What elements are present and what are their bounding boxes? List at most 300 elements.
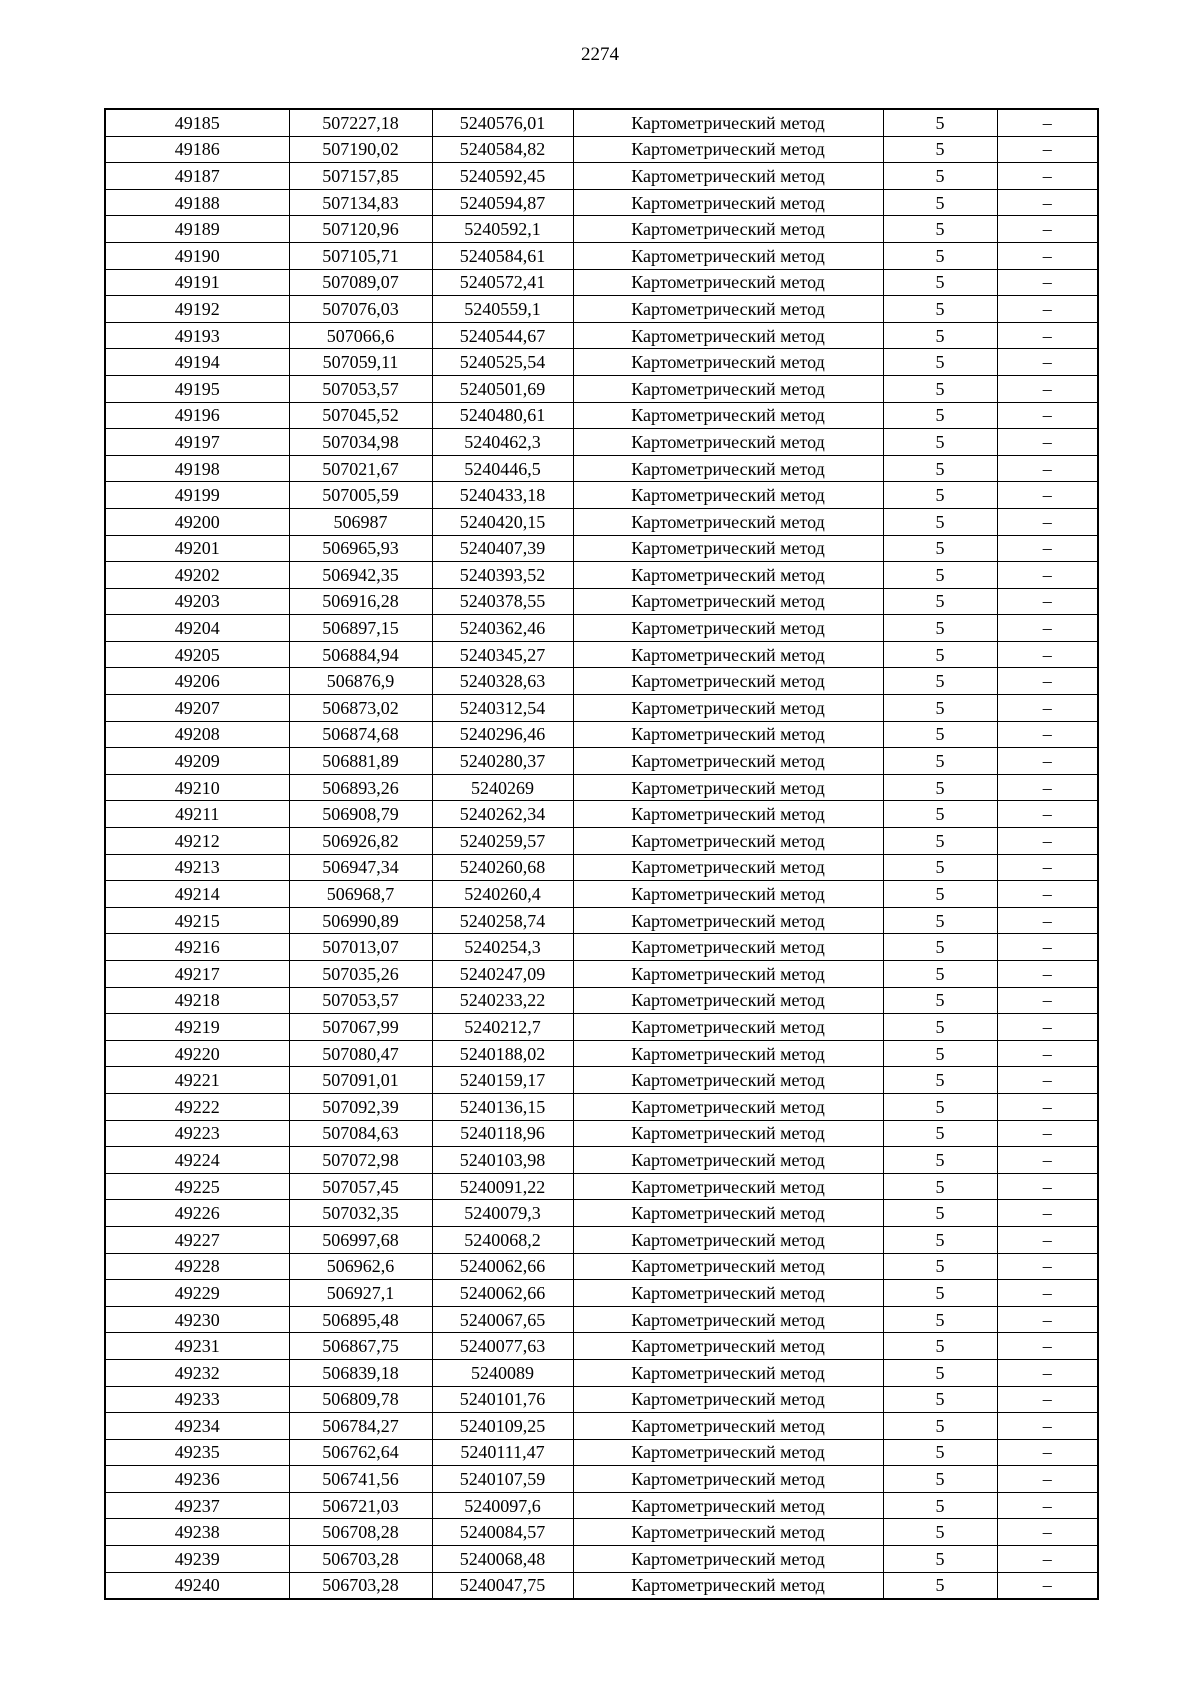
note-cell: – (997, 429, 1098, 456)
note-cell: – (997, 242, 1098, 269)
x-coordinate-cell: 506962,6 (289, 1253, 432, 1280)
method-cell: Картометрический метод (573, 801, 883, 828)
method-cell: Картометрический метод (573, 455, 883, 482)
point-number-cell: 49229 (105, 1280, 289, 1307)
x-coordinate-cell: 506876,9 (289, 668, 432, 695)
method-cell: Картометрический метод (573, 1306, 883, 1333)
table-row (105, 748, 1098, 775)
point-number-cell: 49198 (105, 455, 289, 482)
x-coordinate-cell: 506990,89 (289, 907, 432, 934)
note-cell: – (997, 1519, 1098, 1546)
note-cell: – (997, 1067, 1098, 1094)
table-row (105, 429, 1098, 456)
point-number-cell: 49236 (105, 1466, 289, 1493)
accuracy-cell: 5 (883, 429, 997, 456)
point-number-cell: 49210 (105, 774, 289, 801)
y-coordinate-cell: 5240446,5 (432, 455, 573, 482)
y-coordinate-cell: 5240362,46 (432, 615, 573, 642)
x-coordinate-cell: 507067,99 (289, 1014, 432, 1041)
note-cell: – (997, 562, 1098, 589)
x-coordinate-cell: 507084,63 (289, 1120, 432, 1147)
point-number-cell: 49190 (105, 242, 289, 269)
point-number-cell: 49219 (105, 1014, 289, 1041)
x-coordinate-cell: 507066,6 (289, 322, 432, 349)
x-coordinate-cell: 507035,26 (289, 961, 432, 988)
note-cell: – (997, 136, 1098, 163)
point-number-cell: 49211 (105, 801, 289, 828)
note-cell: – (997, 455, 1098, 482)
x-coordinate-cell: 506968,7 (289, 881, 432, 908)
accuracy-cell: 5 (883, 1519, 997, 1546)
method-cell: Картометрический метод (573, 1226, 883, 1253)
x-coordinate-cell: 507021,67 (289, 455, 432, 482)
table-row (105, 1466, 1098, 1493)
x-coordinate-cell: 507080,47 (289, 1040, 432, 1067)
note-cell: – (997, 615, 1098, 642)
note-cell: – (997, 907, 1098, 934)
y-coordinate-cell: 5240312,54 (432, 695, 573, 722)
table-row (105, 934, 1098, 961)
point-number-cell: 49189 (105, 216, 289, 243)
accuracy-cell: 5 (883, 854, 997, 881)
y-coordinate-cell: 5240592,45 (432, 163, 573, 190)
point-number-cell: 49199 (105, 482, 289, 509)
accuracy-cell: 5 (883, 987, 997, 1014)
note-cell: – (997, 934, 1098, 961)
x-coordinate-cell: 507045,52 (289, 402, 432, 429)
x-coordinate-cell: 506965,93 (289, 535, 432, 562)
y-coordinate-cell: 5240111,47 (432, 1439, 573, 1466)
point-number-cell: 49201 (105, 535, 289, 562)
y-coordinate-cell: 5240109,25 (432, 1413, 573, 1440)
note-cell: – (997, 1147, 1098, 1174)
x-coordinate-cell: 506741,56 (289, 1466, 432, 1493)
x-coordinate-cell: 506942,35 (289, 562, 432, 589)
note-cell: – (997, 349, 1098, 376)
y-coordinate-cell: 5240103,98 (432, 1147, 573, 1174)
y-coordinate-cell: 5240584,61 (432, 242, 573, 269)
point-number-cell: 49196 (105, 402, 289, 429)
point-number-cell: 49237 (105, 1492, 289, 1519)
accuracy-cell: 5 (883, 641, 997, 668)
note-cell: – (997, 1040, 1098, 1067)
method-cell: Картометрический метод (573, 1492, 883, 1519)
method-cell: Картометрический метод (573, 109, 883, 136)
table-row (105, 296, 1098, 323)
accuracy-cell: 5 (883, 1120, 997, 1147)
table-row (105, 562, 1098, 589)
x-coordinate-cell: 507134,83 (289, 189, 432, 216)
accuracy-cell: 5 (883, 1572, 997, 1599)
table-row (105, 1093, 1098, 1120)
note-cell: – (997, 1572, 1098, 1599)
x-coordinate-cell: 507190,02 (289, 136, 432, 163)
note-cell: – (997, 163, 1098, 190)
y-coordinate-cell: 5240254,3 (432, 934, 573, 961)
y-coordinate-cell: 5240259,57 (432, 828, 573, 855)
table-row (105, 1359, 1098, 1386)
method-cell: Картометрический метод (573, 721, 883, 748)
note-cell: – (997, 216, 1098, 243)
y-coordinate-cell: 5240433,18 (432, 482, 573, 509)
accuracy-cell: 5 (883, 189, 997, 216)
table-row (105, 1040, 1098, 1067)
x-coordinate-cell: 507089,07 (289, 269, 432, 296)
note-cell: – (997, 1359, 1098, 1386)
accuracy-cell: 5 (883, 455, 997, 482)
accuracy-cell: 5 (883, 349, 997, 376)
accuracy-cell: 5 (883, 296, 997, 323)
method-cell: Картометрический метод (573, 934, 883, 961)
table-row (105, 828, 1098, 855)
point-number-cell: 49203 (105, 588, 289, 615)
table-row (105, 987, 1098, 1014)
point-number-cell: 49194 (105, 349, 289, 376)
x-coordinate-cell: 506916,28 (289, 588, 432, 615)
x-coordinate-cell: 507032,35 (289, 1200, 432, 1227)
point-number-cell: 49207 (105, 695, 289, 722)
table-row (105, 322, 1098, 349)
y-coordinate-cell: 5240260,4 (432, 881, 573, 908)
accuracy-cell: 5 (883, 1067, 997, 1094)
x-coordinate-cell: 507157,85 (289, 163, 432, 190)
accuracy-cell: 5 (883, 136, 997, 163)
y-coordinate-cell: 5240084,57 (432, 1519, 573, 1546)
note-cell: – (997, 668, 1098, 695)
accuracy-cell: 5 (883, 1226, 997, 1253)
accuracy-cell: 5 (883, 934, 997, 961)
accuracy-cell: 5 (883, 1200, 997, 1227)
method-cell: Картометрический метод (573, 349, 883, 376)
method-cell: Картометрический метод (573, 482, 883, 509)
accuracy-cell: 5 (883, 774, 997, 801)
point-number-cell: 49209 (105, 748, 289, 775)
table-row (105, 109, 1098, 136)
method-cell: Картометрический метод (573, 615, 883, 642)
accuracy-cell: 5 (883, 1439, 997, 1466)
point-number-cell: 49233 (105, 1386, 289, 1413)
method-cell: Картометрический метод (573, 668, 883, 695)
point-number-cell: 49235 (105, 1439, 289, 1466)
y-coordinate-cell: 5240101,76 (432, 1386, 573, 1413)
method-cell: Картометрический метод (573, 429, 883, 456)
y-coordinate-cell: 5240107,59 (432, 1466, 573, 1493)
method-cell: Картометрический метод (573, 961, 883, 988)
table-row (105, 774, 1098, 801)
method-cell: Картометрический метод (573, 641, 883, 668)
note-cell: – (997, 854, 1098, 881)
y-coordinate-cell: 5240501,69 (432, 375, 573, 402)
y-coordinate-cell: 5240188,02 (432, 1040, 573, 1067)
table-row (105, 961, 1098, 988)
accuracy-cell: 5 (883, 375, 997, 402)
table-row (105, 1014, 1098, 1041)
y-coordinate-cell: 5240159,17 (432, 1067, 573, 1094)
method-cell: Картометрический метод (573, 1333, 883, 1360)
table-row (105, 1147, 1098, 1174)
point-number-cell: 49224 (105, 1147, 289, 1174)
point-number-cell: 49218 (105, 987, 289, 1014)
note-cell: – (997, 1466, 1098, 1493)
accuracy-cell: 5 (883, 801, 997, 828)
accuracy-cell: 5 (883, 881, 997, 908)
point-number-cell: 49185 (105, 109, 289, 136)
x-coordinate-cell: 507105,71 (289, 242, 432, 269)
x-coordinate-cell: 506895,48 (289, 1306, 432, 1333)
x-coordinate-cell: 506809,78 (289, 1386, 432, 1413)
accuracy-cell: 5 (883, 828, 997, 855)
method-cell: Картометрический метод (573, 1173, 883, 1200)
y-coordinate-cell: 5240592,1 (432, 216, 573, 243)
method-cell: Картометрический метод (573, 1200, 883, 1227)
accuracy-cell: 5 (883, 1014, 997, 1041)
point-number-cell: 49192 (105, 296, 289, 323)
method-cell: Картометрический метод (573, 828, 883, 855)
method-cell: Картометрический метод (573, 1439, 883, 1466)
y-coordinate-cell: 5240262,34 (432, 801, 573, 828)
method-cell: Картометрический метод (573, 774, 883, 801)
method-cell: Картометрический метод (573, 1466, 883, 1493)
table-row (105, 1280, 1098, 1307)
method-cell: Картометрический метод (573, 535, 883, 562)
accuracy-cell: 5 (883, 163, 997, 190)
method-cell: Картометрический метод (573, 1572, 883, 1599)
x-coordinate-cell: 506884,94 (289, 641, 432, 668)
point-number-cell: 49188 (105, 189, 289, 216)
table-row (105, 1439, 1098, 1466)
table-row (105, 1333, 1098, 1360)
note-cell: – (997, 1173, 1098, 1200)
point-number-cell: 49220 (105, 1040, 289, 1067)
method-cell: Картометрический метод (573, 296, 883, 323)
method-cell: Картометрический метод (573, 1147, 883, 1174)
y-coordinate-cell: 5240089 (432, 1359, 573, 1386)
point-number-cell: 49213 (105, 854, 289, 881)
y-coordinate-cell: 5240576,01 (432, 109, 573, 136)
note-cell: – (997, 189, 1098, 216)
accuracy-cell: 5 (883, 1280, 997, 1307)
y-coordinate-cell: 5240420,15 (432, 508, 573, 535)
y-coordinate-cell: 5240559,1 (432, 296, 573, 323)
accuracy-cell: 5 (883, 748, 997, 775)
table-row (105, 216, 1098, 243)
point-number-cell: 49215 (105, 907, 289, 934)
y-coordinate-cell: 5240345,27 (432, 641, 573, 668)
point-number-cell: 49221 (105, 1067, 289, 1094)
x-coordinate-cell: 506881,89 (289, 748, 432, 775)
table-row (105, 588, 1098, 615)
note-cell: – (997, 1200, 1098, 1227)
point-number-cell: 49227 (105, 1226, 289, 1253)
accuracy-cell: 5 (883, 1413, 997, 1440)
method-cell: Картометрический метод (573, 1386, 883, 1413)
note-cell: – (997, 508, 1098, 535)
note-cell: – (997, 1120, 1098, 1147)
accuracy-cell: 5 (883, 1492, 997, 1519)
note-cell: – (997, 1386, 1098, 1413)
table-row (105, 1200, 1098, 1227)
page-number: 2274 (581, 44, 619, 65)
x-coordinate-cell: 506867,75 (289, 1333, 432, 1360)
point-number-cell: 49202 (105, 562, 289, 589)
y-coordinate-cell: 5240407,39 (432, 535, 573, 562)
point-number-cell: 49206 (105, 668, 289, 695)
accuracy-cell: 5 (883, 721, 997, 748)
table-row (105, 1173, 1098, 1200)
x-coordinate-cell: 507059,11 (289, 349, 432, 376)
accuracy-cell: 5 (883, 695, 997, 722)
x-coordinate-cell: 506721,03 (289, 1492, 432, 1519)
table-row (105, 721, 1098, 748)
method-cell: Картометрический метод (573, 508, 883, 535)
method-cell: Картометрический метод (573, 242, 883, 269)
x-coordinate-cell: 507034,98 (289, 429, 432, 456)
method-cell: Картометрический метод (573, 907, 883, 934)
note-cell: – (997, 1413, 1098, 1440)
accuracy-cell: 5 (883, 535, 997, 562)
y-coordinate-cell: 5240068,2 (432, 1226, 573, 1253)
table-row (105, 1492, 1098, 1519)
point-number-cell: 49238 (105, 1519, 289, 1546)
accuracy-cell: 5 (883, 1546, 997, 1573)
point-number-cell: 49197 (105, 429, 289, 456)
table-row (105, 1253, 1098, 1280)
y-coordinate-cell: 5240247,09 (432, 961, 573, 988)
y-coordinate-cell: 5240584,82 (432, 136, 573, 163)
note-cell: – (997, 269, 1098, 296)
note-cell: – (997, 641, 1098, 668)
method-cell: Картометрический метод (573, 1359, 883, 1386)
accuracy-cell: 5 (883, 1386, 997, 1413)
note-cell: – (997, 375, 1098, 402)
note-cell: – (997, 482, 1098, 509)
x-coordinate-cell: 506703,28 (289, 1546, 432, 1573)
point-number-cell: 49223 (105, 1120, 289, 1147)
note-cell: – (997, 296, 1098, 323)
method-cell: Картометрический метод (573, 1120, 883, 1147)
x-coordinate-cell: 507092,39 (289, 1093, 432, 1120)
x-coordinate-cell: 506762,64 (289, 1439, 432, 1466)
note-cell: – (997, 774, 1098, 801)
table-row (105, 1067, 1098, 1094)
x-coordinate-cell: 507227,18 (289, 109, 432, 136)
accuracy-cell: 5 (883, 1147, 997, 1174)
point-number-cell: 49222 (105, 1093, 289, 1120)
table-row (105, 269, 1098, 296)
accuracy-cell: 5 (883, 615, 997, 642)
x-coordinate-cell: 507091,01 (289, 1067, 432, 1094)
method-cell: Картометрический метод (573, 1040, 883, 1067)
method-cell: Картометрический метод (573, 854, 883, 881)
y-coordinate-cell: 5240062,66 (432, 1253, 573, 1280)
note-cell: – (997, 1014, 1098, 1041)
method-cell: Картометрический метод (573, 588, 883, 615)
note-cell: – (997, 961, 1098, 988)
table-row (105, 907, 1098, 934)
point-number-cell: 49217 (105, 961, 289, 988)
note-cell: – (997, 1439, 1098, 1466)
table-row (105, 535, 1098, 562)
y-coordinate-cell: 5240544,67 (432, 322, 573, 349)
method-cell: Картометрический метод (573, 1067, 883, 1094)
table-row (105, 1226, 1098, 1253)
method-cell: Картометрический метод (573, 1093, 883, 1120)
y-coordinate-cell: 5240062,66 (432, 1280, 573, 1307)
x-coordinate-cell: 506708,28 (289, 1519, 432, 1546)
x-coordinate-cell: 507057,45 (289, 1173, 432, 1200)
point-number-cell: 49195 (105, 375, 289, 402)
note-cell: – (997, 1226, 1098, 1253)
point-number-cell: 49234 (105, 1413, 289, 1440)
point-number-cell: 49212 (105, 828, 289, 855)
method-cell: Картометрический метод (573, 216, 883, 243)
point-number-cell: 49240 (105, 1572, 289, 1599)
accuracy-cell: 5 (883, 1466, 997, 1493)
table-row (105, 402, 1098, 429)
table-row (105, 189, 1098, 216)
point-number-cell: 49232 (105, 1359, 289, 1386)
point-number-cell: 49187 (105, 163, 289, 190)
method-cell: Картометрический метод (573, 163, 883, 190)
table-row (105, 242, 1098, 269)
accuracy-cell: 5 (883, 1040, 997, 1067)
accuracy-cell: 5 (883, 269, 997, 296)
point-number-cell: 49225 (105, 1173, 289, 1200)
note-cell: – (997, 588, 1098, 615)
y-coordinate-cell: 5240077,63 (432, 1333, 573, 1360)
table-row (105, 1386, 1098, 1413)
point-number-cell: 49193 (105, 322, 289, 349)
point-number-cell: 49216 (105, 934, 289, 961)
accuracy-cell: 5 (883, 1333, 997, 1360)
method-cell: Картометрический метод (573, 1519, 883, 1546)
table-row (105, 615, 1098, 642)
x-coordinate-cell: 506784,27 (289, 1413, 432, 1440)
y-coordinate-cell: 5240480,61 (432, 402, 573, 429)
y-coordinate-cell: 5240118,96 (432, 1120, 573, 1147)
method-cell: Картометрический метод (573, 402, 883, 429)
note-cell: – (997, 828, 1098, 855)
accuracy-cell: 5 (883, 907, 997, 934)
y-coordinate-cell: 5240097,6 (432, 1492, 573, 1519)
point-number-cell: 49208 (105, 721, 289, 748)
note-cell: – (997, 109, 1098, 136)
y-coordinate-cell: 5240047,75 (432, 1572, 573, 1599)
table-row (105, 881, 1098, 908)
point-number-cell: 49228 (105, 1253, 289, 1280)
y-coordinate-cell: 5240328,63 (432, 668, 573, 695)
x-coordinate-cell: 506839,18 (289, 1359, 432, 1386)
point-number-cell: 49186 (105, 136, 289, 163)
point-number-cell: 49214 (105, 881, 289, 908)
method-cell: Картометрический метод (573, 375, 883, 402)
table-row (105, 349, 1098, 376)
method-cell: Картометрический метод (573, 1014, 883, 1041)
note-cell: – (997, 1492, 1098, 1519)
note-cell: – (997, 1253, 1098, 1280)
y-coordinate-cell: 5240260,68 (432, 854, 573, 881)
coordinates-table (104, 108, 1099, 1600)
note-cell: – (997, 1333, 1098, 1360)
x-coordinate-cell: 507053,57 (289, 375, 432, 402)
method-cell: Картометрический метод (573, 322, 883, 349)
accuracy-cell: 5 (883, 216, 997, 243)
table-body (105, 109, 1098, 1599)
table-row (105, 482, 1098, 509)
method-cell: Картометрический метод (573, 189, 883, 216)
y-coordinate-cell: 5240258,74 (432, 907, 573, 934)
x-coordinate-cell: 506897,15 (289, 615, 432, 642)
